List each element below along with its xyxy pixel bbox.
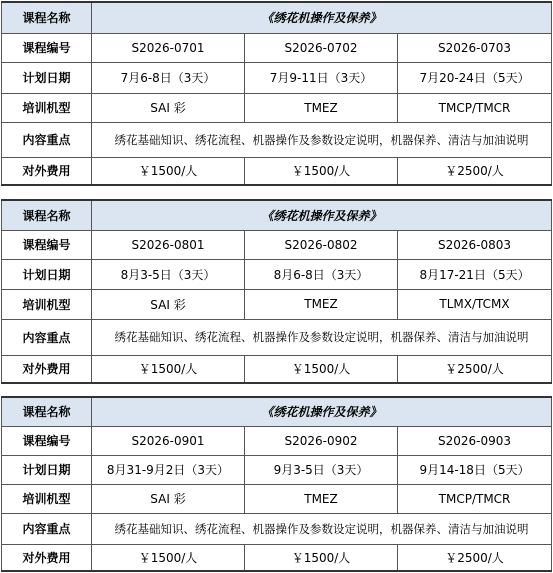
course-table-september [1,396,552,572]
fee-label: 对外费用 [2,544,92,571]
course-name-row [2,2,552,33]
machine-model: SAI 彩 [92,289,245,319]
schedule-date: 7月9-11日（3天） [245,62,398,93]
schedule-label: 计划日期 [2,62,92,93]
fee-value: ￥2500/人 [398,157,552,185]
machine-model: TMCP/TMCR [398,93,552,122]
schedule-date: 9月14-18日（5天） [398,455,552,484]
course-name-row [2,200,552,230]
schedule-date: 8月6-8日（3天） [245,259,398,289]
content-row [2,513,552,544]
course-code: S2026-0703 [398,33,552,62]
course-code-label: 课程编号 [2,33,92,62]
fee-label: 对外费用 [2,157,92,185]
fee-row [2,544,552,571]
fee-value: ￥1500/人 [245,355,398,383]
machine-model: SAI 彩 [92,484,245,513]
schedule-date: 9月3-5日（3天） [245,455,398,484]
schedule-date: 8月31-9月2日（3天） [92,455,245,484]
machine-label: 培训机型 [2,289,92,319]
machine-model: SAI 彩 [92,93,245,122]
course-code-label: 课程编号 [2,426,92,455]
fee-value: ￥1500/人 [245,544,398,571]
fee-label: 对外费用 [2,355,92,383]
fee-value: ￥2500/人 [398,544,552,571]
course-code: S2026-0701 [92,33,245,62]
content-row [2,122,552,157]
course-code: S2026-0801 [92,230,245,259]
fee-value: ￥1500/人 [245,157,398,185]
course-code-row [2,230,552,259]
fee-row [2,355,552,383]
fee-value: ￥2500/人 [398,355,552,383]
course-name-label: 课程名称 [2,2,92,33]
course-code: S2026-0901 [92,426,245,455]
course-title: 《绣花机操作及保养》 [92,200,552,230]
schedule-date: 7月20-24日（5天） [398,62,552,93]
schedule-label: 计划日期 [2,455,92,484]
fee-value: ￥1500/人 [92,355,245,383]
machine-row [2,289,552,319]
content-label: 内容重点 [2,122,92,157]
machine-model: TMEZ [245,289,398,319]
course-name-label: 课程名称 [2,200,92,230]
machine-model: TMEZ [245,93,398,122]
course-code: S2026-0903 [398,426,552,455]
course-name-label: 课程名称 [2,397,92,426]
machine-model: TMEZ [245,484,398,513]
course-name-row [2,397,552,426]
content-focus: 绣花基础知识、绣花流程、机器操作及参数设定说明，机器保养、清洁与加油说明 [92,513,552,544]
course-table-august [1,199,552,384]
machine-row [2,484,552,513]
course-code-label: 课程编号 [2,230,92,259]
fee-value: ￥1500/人 [92,544,245,571]
course-code: S2026-0803 [398,230,552,259]
schedule-date: 7月6-8日（3天） [92,62,245,93]
content-label: 内容重点 [2,513,92,544]
course-code-row [2,426,552,455]
course-table-july [1,1,552,186]
schedule-date: 8月3-5日（3天） [92,259,245,289]
content-focus: 绣花基础知识、绣花流程、机器操作及参数设定说明，机器保养、清洁与加油说明 [92,319,552,355]
schedule-row [2,455,552,484]
schedule-row [2,62,552,93]
course-title: 《绣花机操作及保养》 [92,397,552,426]
machine-model: TMCP/TMCR [398,484,552,513]
fee-row [2,157,552,185]
course-code: S2026-0702 [245,33,398,62]
schedule-row [2,259,552,289]
fee-value: ￥1500/人 [92,157,245,185]
course-code: S2026-0902 [245,426,398,455]
machine-label: 培训机型 [2,484,92,513]
machine-label: 培训机型 [2,93,92,122]
content-focus: 绣花基础知识、绣花流程、机器操作及参数设定说明，机器保养、清洁与加油说明 [92,122,552,157]
machine-model: TLMX/TCMX [398,289,552,319]
machine-row [2,93,552,122]
content-label: 内容重点 [2,319,92,355]
schedule-label: 计划日期 [2,259,92,289]
course-code: S2026-0802 [245,230,398,259]
course-code-row [2,33,552,62]
schedule-date: 8月17-21日（5天） [398,259,552,289]
content-row [2,319,552,355]
course-title: 《绣花机操作及保养》 [92,2,552,33]
